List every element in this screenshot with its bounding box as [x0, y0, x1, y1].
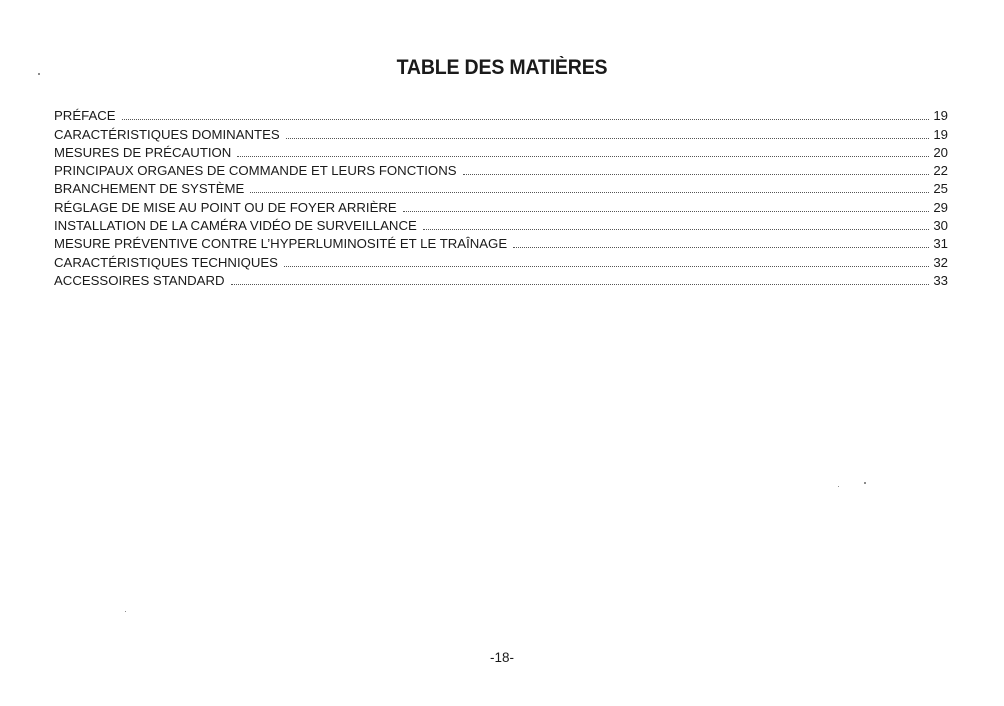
- toc-entry: [54, 196, 948, 214]
- toc-entry-label: BRANCHEMENT DE SYSTÈME: [54, 181, 245, 197]
- toc-entry: [54, 123, 948, 141]
- toc-entry-label: ACCESSOIRES STANDARD: [54, 272, 225, 288]
- dot-leader: [423, 228, 930, 230]
- toc-entry-page: 22: [933, 163, 948, 179]
- dot-leader: [463, 173, 930, 175]
- toc-entry-page: 20: [933, 144, 948, 160]
- toc-entry: [54, 233, 948, 251]
- scan-speck: [864, 482, 866, 484]
- toc-entry: [54, 178, 948, 196]
- toc-entry-label: PRINCIPAUX ORGANES DE COMMANDE ET LEURS FONCTIONS: [54, 163, 457, 179]
- dot-leader: [403, 210, 930, 212]
- scan-speck: [38, 73, 40, 75]
- toc-entry-label: MESURE PRÉVENTIVE CONTRE L’HYPERLUMINOSITÉ ET LE TRAÎNAGE: [54, 236, 508, 252]
- toc-entry-label: CARACTÉRISTIQUES TECHNIQUES: [54, 254, 278, 270]
- toc-entry: [54, 105, 948, 123]
- toc-entry-page: 33: [933, 272, 948, 288]
- toc-entry-label: MESURES DE PRÉCAUTION: [54, 144, 232, 160]
- toc-entry-label: PRÉFACE: [54, 108, 116, 124]
- toc-entry-page: 25: [933, 181, 948, 197]
- dot-leader: [122, 118, 930, 120]
- page-number: -18-: [489, 650, 514, 665]
- toc-entry-label: RÉGLAGE DE MISE AU POINT OU DE FOYER ARRIÈRE: [54, 199, 397, 215]
- toc-entry: [54, 215, 948, 233]
- toc-entry: [54, 270, 948, 288]
- scan-speck: [125, 611, 126, 612]
- toc-entry-page: 19: [933, 126, 948, 142]
- dot-leader: [250, 191, 929, 193]
- dot-leader: [284, 265, 929, 267]
- toc-entry-page: 32: [933, 254, 948, 270]
- toc-entry-page: 19: [933, 108, 948, 124]
- dot-leader: [286, 137, 930, 139]
- toc-entry: [54, 251, 948, 269]
- scan-speck: [838, 486, 839, 487]
- toc-entry-page: 29: [933, 199, 948, 215]
- toc-entry-page: 30: [933, 218, 948, 234]
- dot-leader: [237, 155, 929, 157]
- table-of-contents: [54, 105, 948, 288]
- toc-entry-label: INSTALLATION DE LA CAMÉRA VIDÉO DE SURVEILLANCE: [54, 218, 417, 234]
- toc-entry: [54, 160, 948, 178]
- toc-entry: [54, 142, 948, 160]
- page-title: TABLE DES MATIÈRES: [396, 56, 608, 79]
- dot-leader: [513, 246, 929, 248]
- dot-leader: [231, 283, 930, 285]
- toc-entry-label: CARACTÉRISTIQUES DOMINANTES: [54, 126, 280, 142]
- toc-entry-page: 31: [933, 236, 948, 252]
